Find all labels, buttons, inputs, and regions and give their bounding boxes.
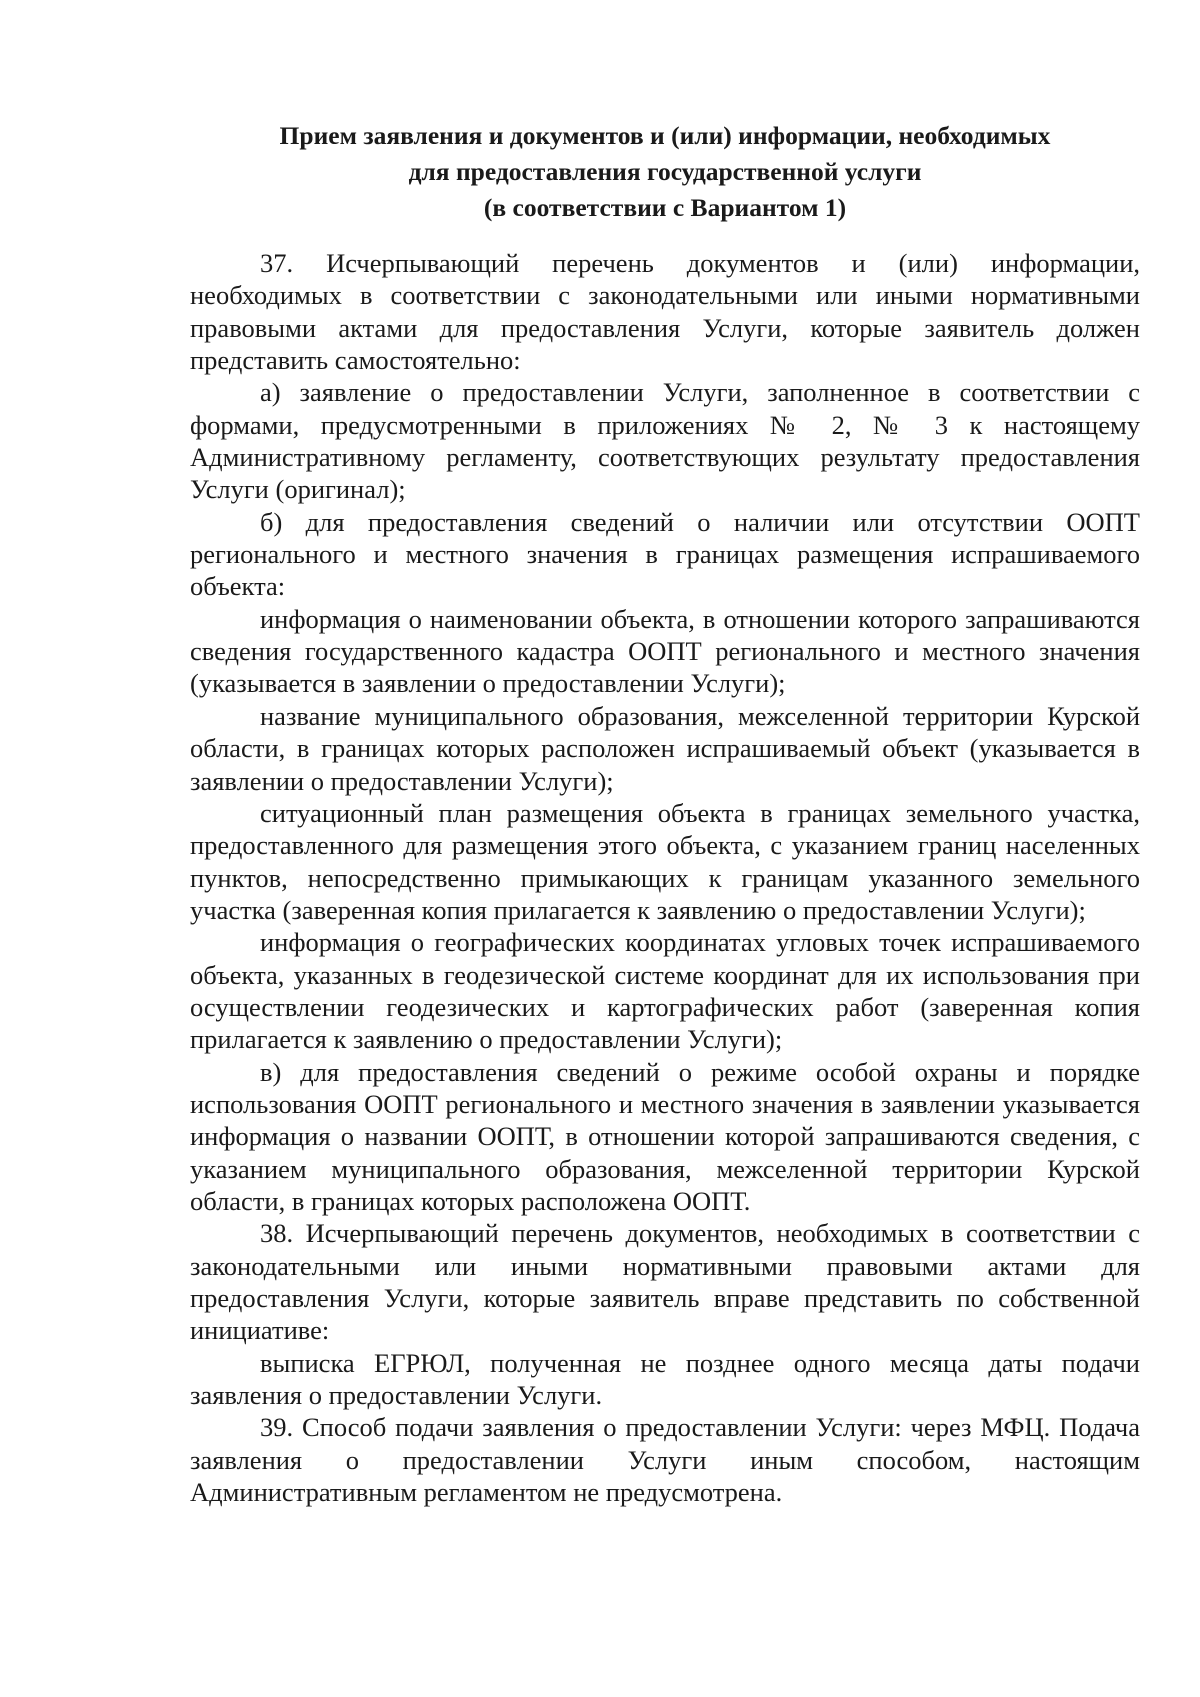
paragraph-municipality-name: название муниципального образования, межселенной территории Курской области, в границах которых расположен испрашиваемый объект (указывается в заявлении о предоставлении Услуги);	[190, 700, 1140, 796]
document-body	[190, 247, 1140, 1508]
paragraph-37: 37. Исчерпывающий перечень документов и (или) информации, необходимых в соответствии с законодательными или иными нормативными правовыми актами для предоставления Услуги, которые заявитель должен представить самостоятельно:	[190, 248, 1140, 376]
heading-line-1: Прием заявления и документов и (или) информации, необходимых	[279, 121, 1051, 150]
paragraph-39: 39. Способ подачи заявления о предоставлении Услуги: через МФЦ. Подача заявления о предоставлении Услуги иным способом, настоящим Административным регламентом не предусмотрена.	[190, 1412, 1140, 1508]
paragraph-item-a: а) заявление о предоставлении Услуги, заполненное в соответствии с формами, предусмотренными в приложениях № 2, № 3 к настоящему Административному регламенту, соответствующих результату предоставления Услуги (оригинал);	[190, 377, 1140, 505]
paragraph-item-v: в) для предоставления сведений о режиме особой охраны и порядке использования ООПТ регионального и местного значения в заявлении указывается информация о названии ООПТ, в отношении которой запрашиваются сведения, с указанием муниципального образования, межселенной территории Курской области, в границах которых расположена ООПТ.	[190, 1056, 1140, 1216]
paragraph-coordinates-info: информация о географических координатах угловых точек испрашиваемого объекта, указанных в геодезической системе координат для их использования при осуществлении геодезических и картографических работ (заверенная копия прилагается к заявлению о предоставлении Услуги);	[190, 927, 1140, 1055]
paragraph-egrul-extract: выписка ЕГРЮЛ, полученная не позднее одного месяца даты подачи заявления о предоставлении Услуги.	[190, 1347, 1140, 1411]
paragraph-situation-plan: ситуационный план размещения объекта в границах земельного участка, предоставленного для размещения этого объекта, с указанием границ населенных пунктов, непосредственно примыкающих к границам указанного земельного участка (заверенная копия прилагается к заявлению о предоставлении Услуги);	[190, 797, 1140, 925]
paragraph-object-name-info: информация о наименовании объекта, в отношении которого запрашиваются сведения государственного кадастра ООПТ регионального и местного значения (указывается в заявлении о предоставлении Услуги);	[190, 603, 1140, 699]
paragraph-38: 38. Исчерпывающий перечень документов, необходимых в соответствии с законодательными или иными нормативными правовыми актами для предоставления Услуги, которые заявитель вправе представить по собственной инициативе:	[190, 1218, 1140, 1346]
heading-line-3: (в соответствии с Вариантом 1)	[483, 193, 847, 222]
section-heading	[190, 118, 1140, 226]
heading-line-2: для предоставления государственной услуги	[408, 157, 922, 186]
paragraph-item-b: б) для предоставления сведений о наличии или отсутствии ООПТ регионального и местного значения в границах размещения испрашиваемого объекта:	[190, 506, 1140, 602]
